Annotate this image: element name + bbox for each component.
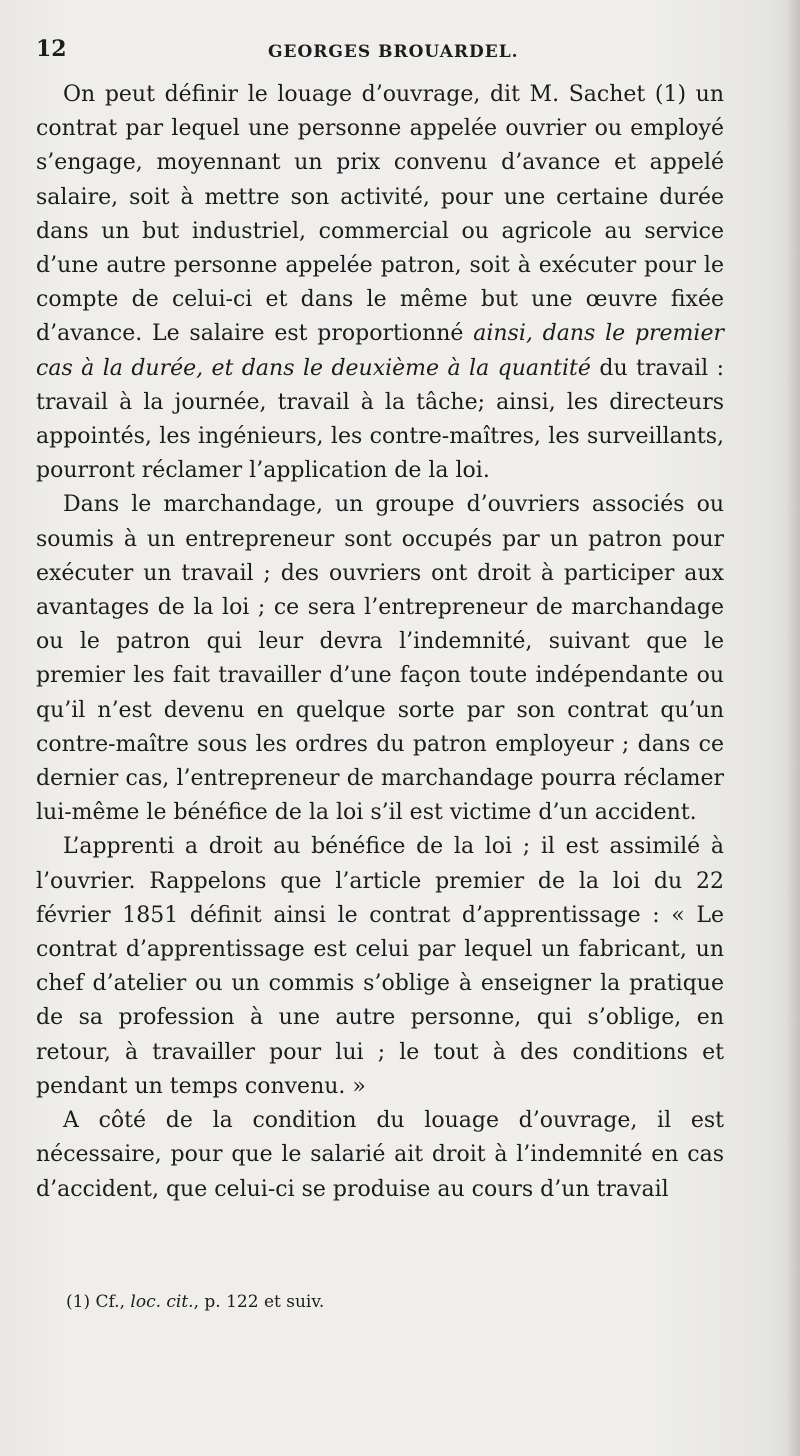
paragraph-4 bbox=[36, 1104, 724, 1207]
text-segment: Dans le marchandage, un groupe d’ouvriers associés ou soumis à un entrepreneur sont occupés par un patron pour exécuter un travail ; des ouvriers ont droit à participer aux avantages de la loi ; ce sera l’entrepreneur de marchandage ou le patron qui leur devra l’indemnité, suivant que le premier les fait travailler d’une façon toute indépendante ou qu’il n’est devenu en quelque sorte par son contrat qu’un contre-maître sous les ordres du patron employeur ; dans ce dernier cas, l’entrepreneur de marchandage pourra réclamer lui-même le bénéfice de la loi s’il est victime d’un accident. bbox=[36, 492, 724, 826]
running-head: GEORGES BROUARDEL. bbox=[268, 42, 519, 62]
text-segment: On peut définir le louage d’ouvrage, dit M. Sachet (1) un contrat par lequel une personne appelée ouvrier ou employé s’engage, moyennant un prix convenu d’avance et appelé salaire, soit à mettre son activité, pour une certaine durée dans un but industriel, commercial ou agricole au service d’une autre personne appelée patron, soit à exécuter pour le compte de celui-ci et dans le même but une œuvre fixée d’avance. Le salaire est proportionné bbox=[36, 82, 724, 347]
page-header bbox=[36, 36, 736, 72]
footnote-segment-italic: loc. cit. bbox=[130, 1292, 194, 1312]
paragraph-1 bbox=[36, 78, 724, 488]
text-segment-italic: ainsi, dans le premier cas à la durée, et dans le deuxième à la quantité bbox=[36, 321, 724, 381]
page-number: 12 bbox=[36, 36, 67, 62]
footnote-segment: (1) Cf., bbox=[66, 1292, 131, 1312]
body-text bbox=[36, 78, 724, 1207]
text-segment: L’apprenti a droit au bénéfice de la loi ; il est assimilé à l’ouvrier. Rappelons que l’article premier de la loi du 22 février 1851 définit ainsi le contrat d’apprentissage : « Le contrat d’apprentissage est celui par lequel un fabricant, un chef d’atelier ou un commis s’oblige à enseigner la pratique de sa profession à une autre personne, qui s’oblige, en retour, à travailler pour lui ; le tout à des conditions et pendant un temps convenu. » bbox=[36, 834, 724, 1099]
text-segment: A côté de la condition du louage d’ouvrage, il est nécessaire, pour que le salarié ait droit à l’indemnité en cas d’accident, que celui-ci se produise au cours d’un travail bbox=[36, 1108, 724, 1202]
paragraph-2 bbox=[36, 488, 724, 830]
footnote bbox=[66, 1290, 706, 1314]
text-segment: du travail : travail à la journée, travail à la tâche; ainsi, les directeurs appointés, les ingénieurs, les contre-maîtres, les surveillants, pourront réclamer l’application de la loi. bbox=[36, 355, 724, 484]
paragraph-3 bbox=[36, 830, 724, 1104]
page-edge-shadow bbox=[786, 0, 800, 1456]
footnote-segment: , p. 122 et suiv. bbox=[193, 1292, 325, 1312]
